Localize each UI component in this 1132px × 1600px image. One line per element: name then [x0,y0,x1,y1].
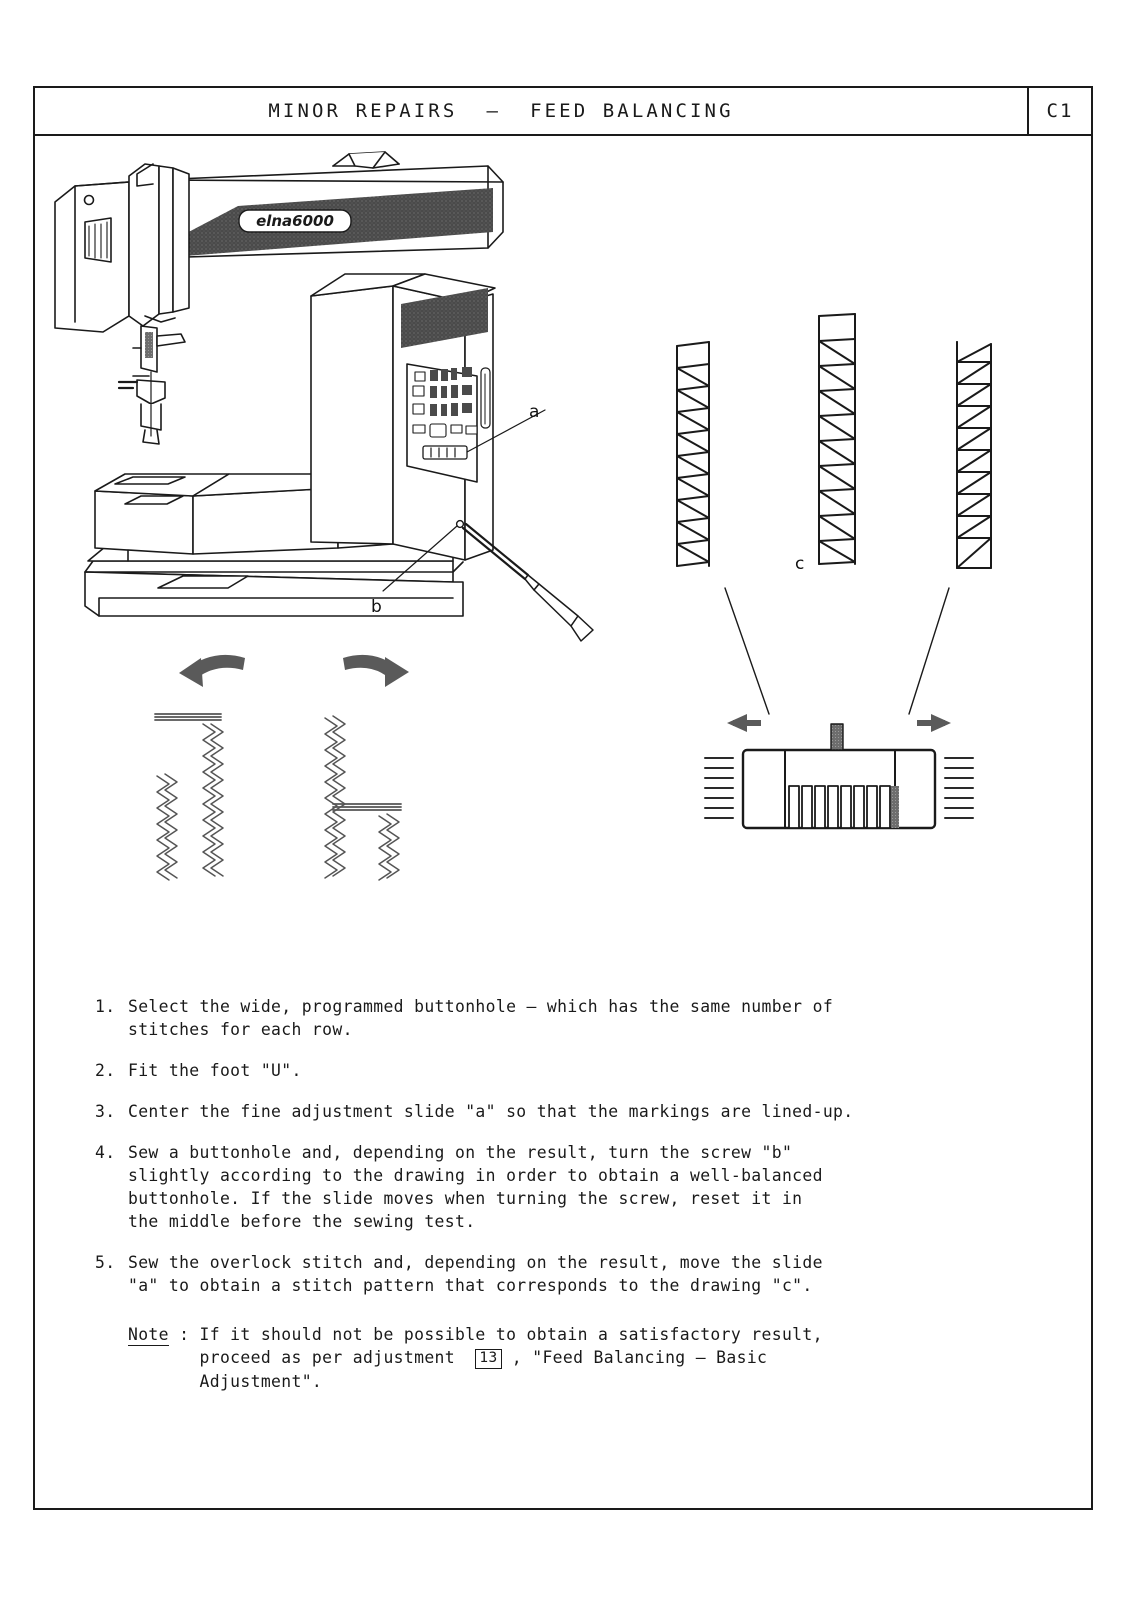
sewing-machine-illustration [55,152,593,641]
instruction-step [95,1251,995,1297]
callout-label-a: a [529,402,540,422]
page-title: MINOR REPAIRS — FEED BALANCING [268,100,734,122]
note-line: Adjustment". [199,1372,323,1391]
step-number: 5. [95,1253,116,1272]
step-body [128,1251,995,1297]
note-label: Note [128,1325,169,1344]
note-separator: : [168,1325,200,1344]
note-line-suffix: , "Feed Balancing — Basic [501,1348,768,1367]
callout-label-b: b [371,597,382,617]
step-line: stitches for each row. [128,1020,353,1039]
figure-illustrations [33,136,1093,966]
overlock-pattern-center [819,314,855,564]
instruction-step [95,995,995,1041]
brand-logo [239,210,351,232]
arrow-turn-left [179,655,245,687]
step-number: 3. [95,1102,116,1121]
figure-area [33,136,1093,966]
overlock-pattern-right [957,342,991,568]
instruction-step [95,1100,995,1123]
control-panel [407,364,490,482]
buttonhole-sample-right [325,716,401,880]
step-line: slightly according to the drawing in order to obtain a well-balanced [128,1166,823,1185]
step-number: 4. [95,1143,116,1162]
note-line: If it should not be possible to obtain a satisfactory result, [199,1325,823,1344]
note-label-wrap [128,1323,200,1393]
note-block [128,1323,995,1393]
leader-line-pattern-right [909,588,949,714]
slide-adjustment-diagram [705,714,973,828]
overlock-stitch-patterns [677,314,991,714]
step-line: Fit the foot "U". [128,1061,302,1080]
arrow-turn-right [343,655,409,687]
step-line: the middle before the sewing test. [128,1212,476,1231]
instructions-list [95,995,995,1393]
step-body [128,1100,995,1123]
fine-adjustment-slide [423,446,467,459]
instruction-step [95,1141,995,1233]
overlock-pattern-left [677,342,709,566]
page-header [33,86,1093,136]
adjustment-reference-box[interactable]: 13 [475,1349,501,1369]
step-number: 2. [95,1061,116,1080]
buttonhole-samples [155,655,409,880]
slide-markings-left [705,758,733,818]
step-number: 1. [95,997,116,1016]
step-body [128,995,995,1041]
step-line: Sew the overlock stitch and, depending on the result, move the slide [128,1253,823,1272]
page-code: C1 [1046,100,1074,122]
note-body [200,1323,995,1393]
step-line: "a" to obtain a stitch pattern that corresponds to the drawing "c". [128,1276,813,1295]
screw-b-marker [457,521,464,528]
step-line: Select the wide, programmed buttonhole — which has the same number of [128,997,834,1016]
note-line-prefix: proceed as per adjustment [199,1348,476,1367]
leader-line-pattern-left [725,588,769,714]
instruction-step [95,1059,995,1082]
arrow-slide-left [727,714,761,732]
svg-text:elna6000: elna6000 [256,212,334,230]
step-body [128,1141,995,1233]
header-title-cell [35,88,1027,134]
header-code-cell [1027,88,1091,134]
callout-label-c: c [795,554,805,574]
step-line: Sew a buttonhole and, depending on the result, turn the screw "b" [128,1143,793,1162]
step-line: buttonhole. If the slide moves when turning the screw, reset it in [128,1189,803,1208]
arrow-slide-right [917,714,951,732]
step-body [128,1059,995,1082]
buttonhole-sample-left [155,714,223,880]
step-line: Center the fine adjustment slide "a" so that the markings are lined-up. [128,1102,854,1121]
slide-markings-right [945,758,973,818]
